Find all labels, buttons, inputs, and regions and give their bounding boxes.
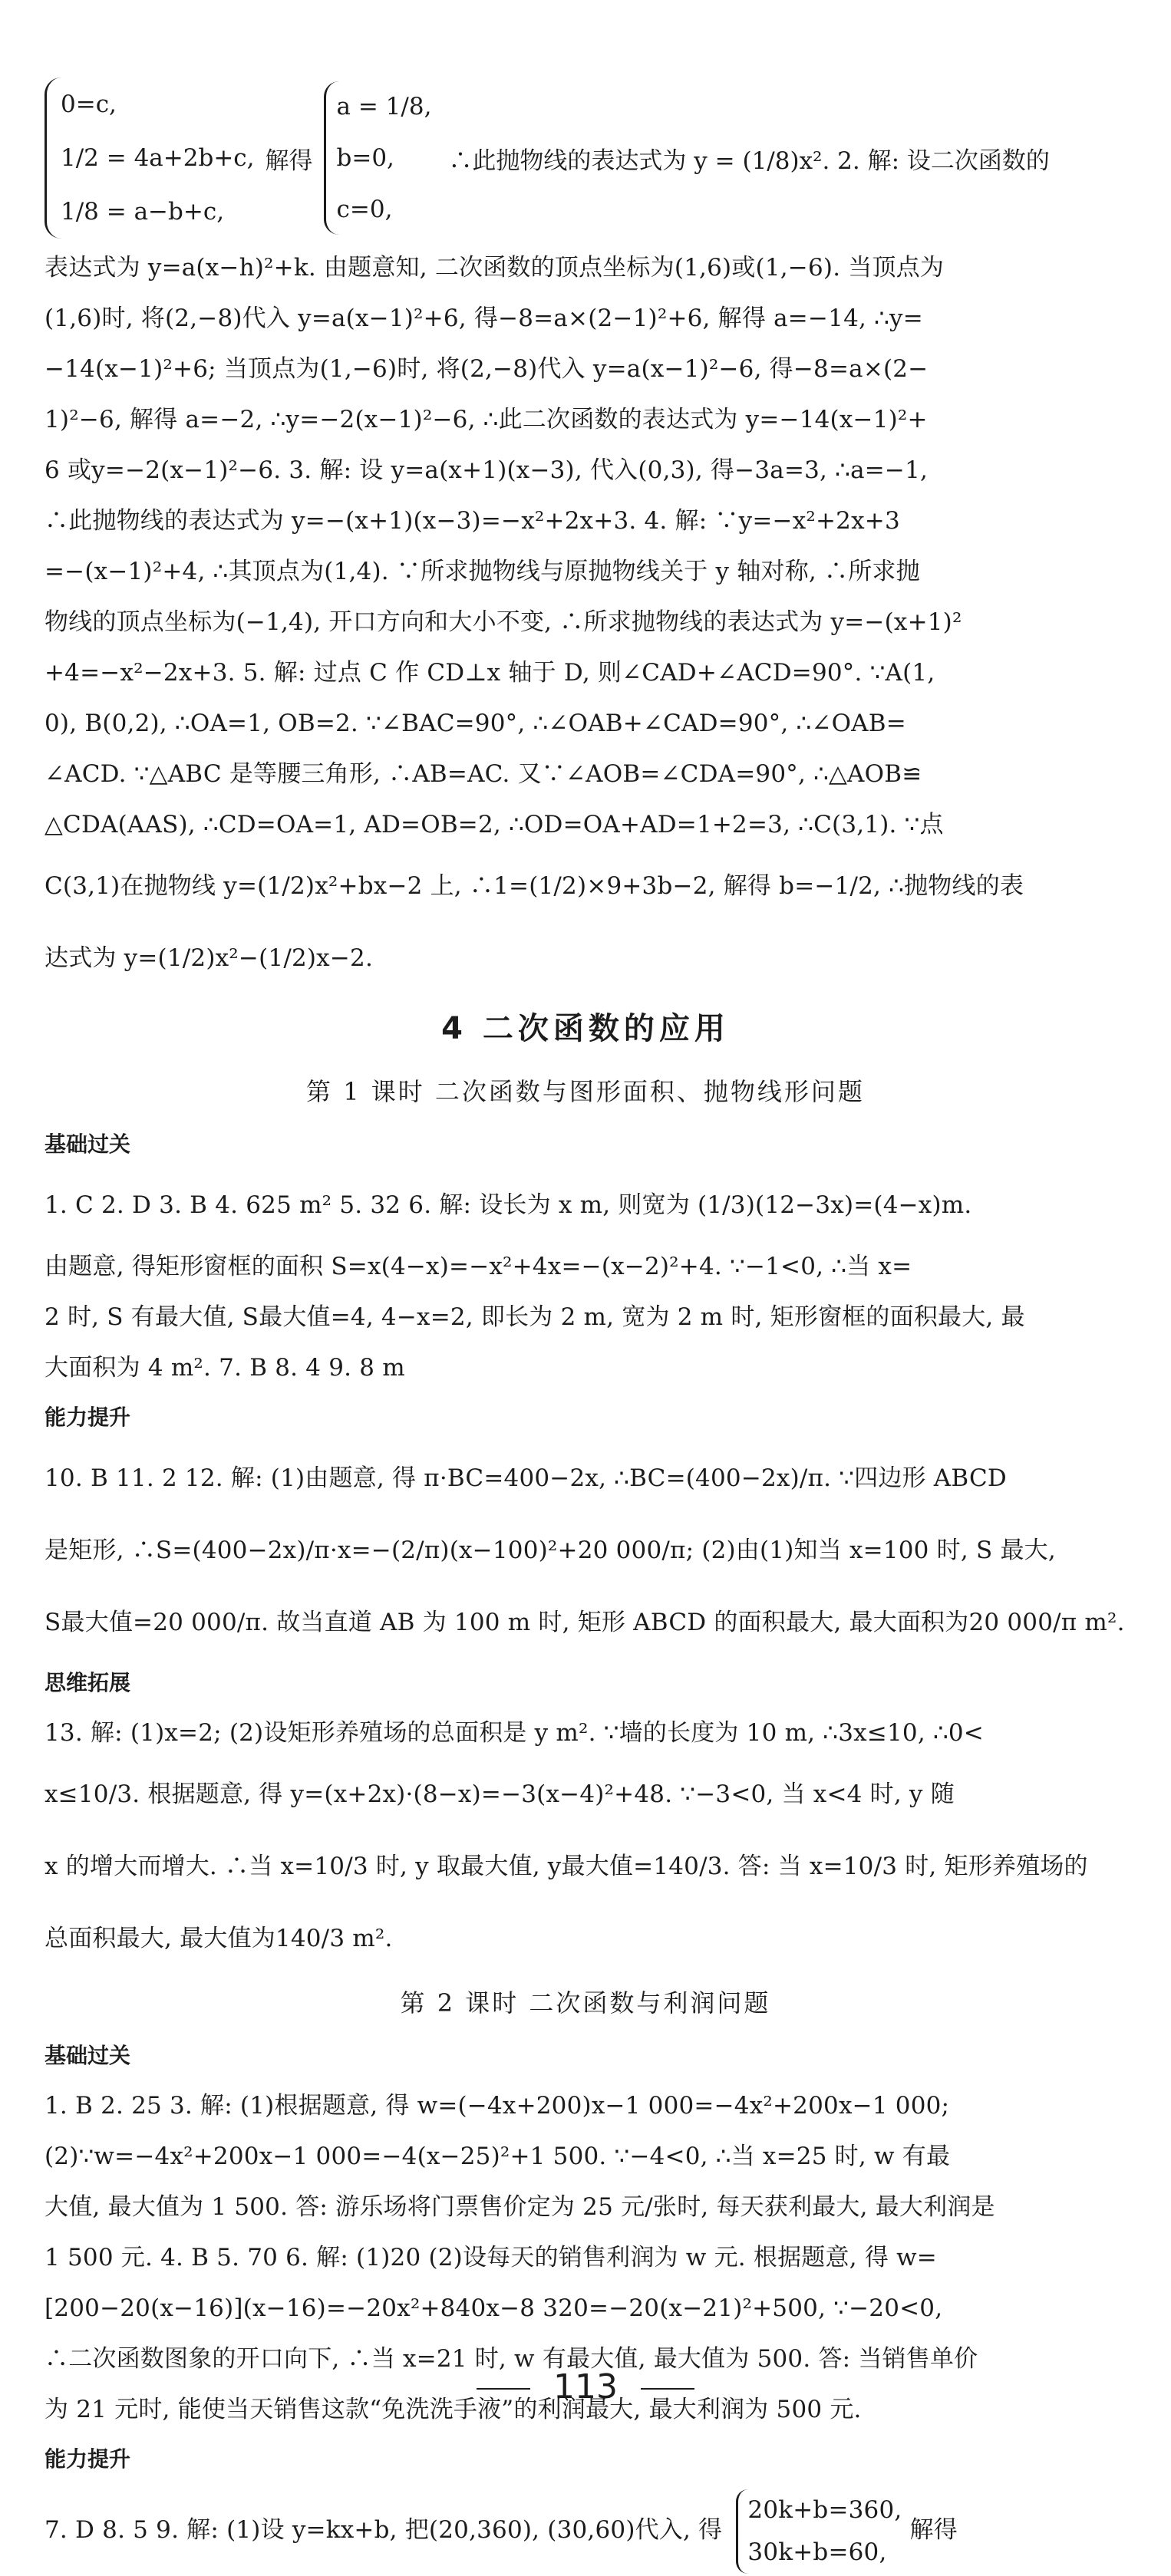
equation-line: 20k+b=360, — [747, 2496, 902, 2524]
solution-line: a = 1/8, — [336, 93, 432, 121]
text-line: 总面积最大, 最大值为140/3 m². — [45, 1925, 393, 1952]
section-heading-improve: 能力提升 — [45, 2446, 131, 2472]
equation-system-block — [45, 74, 1126, 242]
solution-line: b=0, — [336, 143, 394, 172]
text-line: 大值, 最大值为 1 500. 答: 游乐场将门票售价定为 25 元/张时, 每天获利最大, 最大利润是 — [45, 2193, 995, 2221]
solution-line: c=0, — [336, 195, 393, 223]
lesson-title: 第 2 课时 二次函数与利润问题 — [400, 1988, 771, 2018]
text-line: [200−20(x−16)](x−16)=−20x²+840x−8 320=−20(x−21)²+500, ∵−20<0, — [45, 2294, 943, 2322]
equation-line: 0=c, — [61, 91, 117, 118]
page-number-text: 113 — [553, 2367, 618, 2406]
solution-system — [324, 81, 432, 235]
answer-paragraph-1 — [45, 242, 1126, 994]
section-heading-improve: 能力提升 — [45, 1405, 131, 1430]
text-line: 物线的顶点坐标为(−1,4), 开口方向和大小不变, ∴所求抛物线的表达式为 y=−(x+1)² — [45, 608, 962, 636]
section-heading-expand: 思维拓展 — [45, 1670, 131, 1695]
text-line: ∠ACD. ∵△ABC 是等腰三角形, ∴AB=AC. 又∵∠AOB=∠CDA=90°, ∴△AOB≌ — [45, 760, 922, 788]
text-line: 2 时, S 有最大值, S最大值=4, 4−x=2, 即长为 2 m, 宽为 2 m 时, 矩形窗框的面积最大, 最 — [45, 1303, 1025, 1331]
page-content — [45, 74, 1126, 2576]
text-line: 10. B 11. 2 12. 解: (1)由题意, 得 π·BC=400−2x, ∴BC=(400−2x)/π. ∵四边形 ABCD — [45, 1464, 1007, 1492]
text-line: =−(x−1)²+4, ∴其顶点为(1,4). ∵所求抛物线与原抛物线关于 y 轴对称, ∴所求抛 — [45, 558, 920, 585]
last-answer-line — [45, 2484, 1126, 2576]
section-title: 4 二次函数的应用 — [441, 1011, 730, 1046]
text-line: 1)²−6, 解得 a=−2, ∴y=−2(x−1)²−6, ∴此二次函数的表达式为 y=−14(x−1)²+ — [45, 406, 928, 433]
text-line: 大面积为 4 m². 7. B 8. 4 9. 8 m — [45, 1354, 405, 1382]
text-line: x≤10/3. 根据题意, 得 y=(x+2x)·(8−x)=−3(x−4)²+48. ∵−3<0, 当 x<4 时, y 随 — [45, 1780, 955, 1808]
text-line: 1. B 2. 25 3. 解: (1)根据题意, 得 w=(−4x+200)x−1 000=−4x²+200x−1 000; — [45, 2092, 950, 2120]
text-line: 1 500 元. 4. B 5. 70 6. 解: (1)20 (2)设每天的销售利润为 w 元. 根据题意, 得 w= — [45, 2244, 937, 2271]
text-line: 13. 解: (1)x=2; (2)设矩形养殖场的总面积是 y m². ∵墙的长度为 10 m, ∴3x≤10, ∴0< — [45, 1719, 984, 1747]
page-number-dash — [477, 2388, 530, 2390]
text-line: x 的增大而增大. ∴当 x=10/3 时, y 取最大值, y最大值=140/3. 答: 当 x=10/3 时, 矩形养殖场的 — [45, 1853, 1088, 1880]
equation-system — [45, 77, 255, 239]
solve-label: 解得 — [909, 2516, 958, 2544]
text-line: 6 或y=−2(x−1)²−6. 3. 解: 设 y=a(x+1)(x−3), 代入(0,3), 得−3a=3, ∴a=−1, — [45, 456, 929, 484]
text-line: 1. C 2. D 3. B 4. 625 m² 5. 32 6. 解: 设长为 x m, 则宽为 (1/3)(12−3x)=(4−x)m. — [45, 1191, 972, 1219]
section-heading-basic: 基础过关 — [45, 1132, 131, 1157]
text-line: (2)∵w=−4x²+200x−1 000=−4(x−25)²+1 500. ∵−4<0, ∴当 x=25 时, w 有最 — [45, 2143, 951, 2170]
conclusion-text: ∴此抛物线的表达式为 y = (1/8)x². 2. 解: 设二次函数的 — [448, 147, 1050, 175]
text-line: 7. D 8. 5 9. 解: (1)设 y=kx+b, 把(20,360), (30,60)代入, 得 — [45, 2516, 723, 2544]
page-number — [0, 2367, 1171, 2406]
text-line: ∴此抛物线的表达式为 y=−(x+1)(x−3)=−x²+2x+3. 4. 解: ∵y=−x²+2x+3 — [45, 507, 900, 535]
text-line: 为 21 元时, 能使当天销售这款“免洗洗手液”的利润最大, 最大利润为 500 元. — [45, 2396, 862, 2423]
page-number-dash — [641, 2388, 694, 2390]
text-line: ∴二次函数图象的开口向下, ∴当 x=21 时, w 有最大值, 最大值为 500. 答: 当销售单价 — [45, 2345, 978, 2373]
text-line: 表达式为 y=a(x−h)²+k. 由题意知, 二次函数的顶点坐标为(1,6)或(1,−6). 当顶点为 — [45, 254, 945, 282]
equation-system — [736, 2489, 902, 2574]
text-line: (1,6)时, 将(2,−8)代入 y=a(x−1)²+6, 得−8=a×(2−1)²+6, 解得 a=−14, ∴y= — [45, 305, 923, 332]
text-line: −14(x−1)²+6; 当顶点为(1,−6)时, 将(2,−8)代入 y=a(x−1)²−6, 得−8=a×(2− — [45, 355, 929, 383]
text-line: +4=−x²−2x+3. 5. 解: 过点 C 作 CD⊥x 轴于 D, 则∠CAD+∠ACD=90°. ∵A(1, — [45, 659, 935, 687]
text-line: S最大值=20 000/π. 故当直道 AB 为 100 m 时, 矩形 ABCD 的面积最大, 最大面积为20 000/π m². — [45, 1609, 1125, 1636]
lesson-title: 第 1 课时 二次函数与图形面积、抛物线形问题 — [306, 1077, 865, 1106]
solve-label: 解得 — [265, 147, 313, 175]
text-line: 是矩形, ∴S=(400−2x)/π·x=−(2/π)(x−100)²+20 000/π; (2)由(1)知当 x=100 时, S 最大, — [45, 1537, 1056, 1564]
text-line: 由题意, 得矩形窗框的面积 S=x(4−x)=−x²+4x=−(x−2)²+4. ∵−1<0, ∴当 x= — [45, 1253, 912, 1280]
text-line: C(3,1)在抛物线 y=(1/2)x²+bx−2 上, ∴1=(1/2)×9+3b−2, 解得 b=−1/2, ∴抛物线的表 — [45, 872, 1024, 900]
text-line: △CDA(AAS), ∴CD=OA=1, AD=OB=2, ∴OD=OA+AD=1+2=3, ∴C(3,1). ∵点 — [45, 811, 944, 838]
equation-line: 1/2 = 4a+2b+c, — [61, 144, 255, 172]
text-line: 达式为 y=(1/2)x²−(1/2)x−2. — [45, 944, 374, 972]
equation-line: 30k+b=60, — [747, 2538, 887, 2566]
equation-line: 1/8 = a−b+c, — [61, 198, 225, 226]
section-heading-basic: 基础过关 — [45, 2043, 131, 2068]
text-line: 0), B(0,2), ∴OA=1, OB=2. ∵∠BAC=90°, ∴∠OAB+∠CAD=90°, ∴∠OAB= — [45, 710, 906, 737]
